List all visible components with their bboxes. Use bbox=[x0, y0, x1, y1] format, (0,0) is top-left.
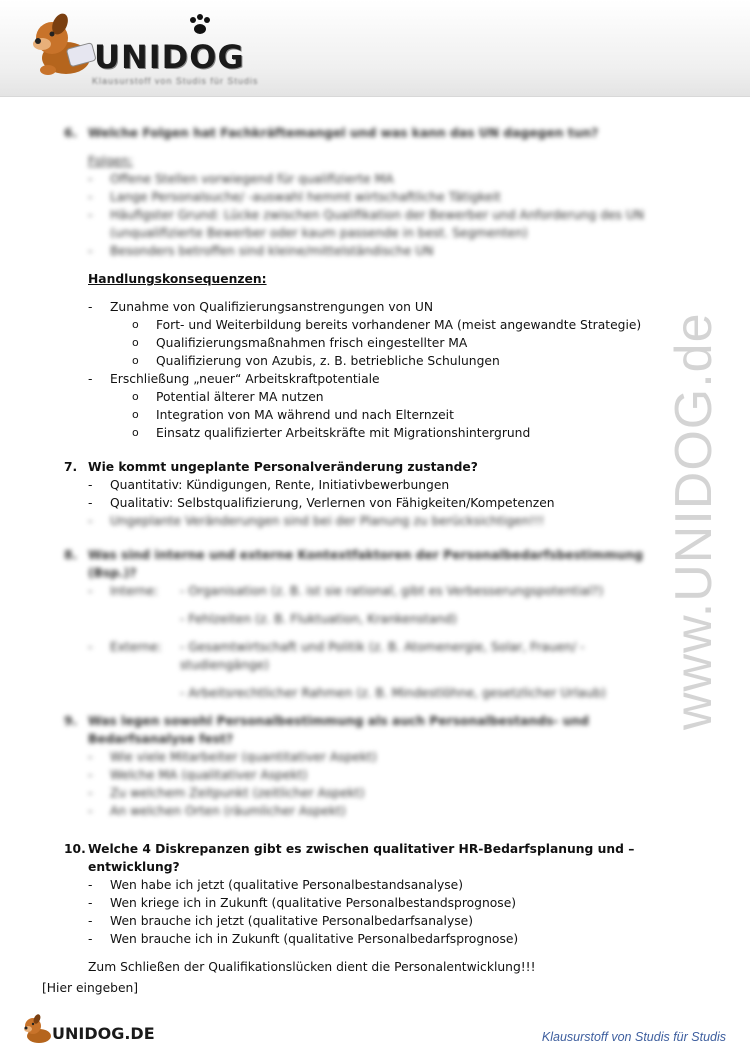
list-item: Wie viele Mitarbeiter (quantitativer Aspekt) bbox=[110, 750, 377, 764]
list-item: Offene Stellen vorwiegend für qualifizierte MA bbox=[110, 172, 394, 186]
list-item: Wen brauche ich jetzt (qualitative Personalbedarfsanalyse) bbox=[110, 914, 474, 928]
question-number: 7. bbox=[64, 460, 78, 474]
question-text: Welche Folgen hat Fachkräftemangel und was kann das UN dagegen tun? bbox=[88, 126, 599, 140]
list-item: Qualifizierungsmaßnahmen frisch eingestellter MA bbox=[156, 336, 468, 350]
list-item: Einsatz qualifizierter Arbeitskräfte mit Migrationshintergrund bbox=[156, 426, 531, 440]
list-item: - Fehlzeiten (z. B. Fluktuation, Krankenstand) bbox=[180, 612, 457, 626]
list-item: Wen habe ich jetzt (qualitative Personalbestandsanalyse) bbox=[110, 878, 464, 892]
footer-tagline: Klausurstoff von Studis für Studis bbox=[541, 1030, 726, 1044]
question-number: 9. bbox=[64, 714, 78, 728]
list-item: Lange Personalsuche/ -auswahl hemmt wirtschaftliche Tätigkeit bbox=[110, 190, 501, 204]
list-item: Zunahme von Qualifizierungsanstrengungen von UN bbox=[110, 300, 434, 314]
list-item: An welchen Orten (räumlicher Aspekt) bbox=[110, 804, 346, 818]
context-label: Externe: bbox=[110, 640, 162, 654]
question-9 bbox=[64, 712, 664, 748]
list-item: Quantitativ: Kündigungen, Rente, Initiativbewerbungen bbox=[110, 478, 450, 492]
question-10 bbox=[64, 840, 664, 876]
document-body: 6. Welche Folgen hat Fachkräftemangel und was kann das UN dagegen tun? Folgen: - Offene Stellen vorwiegend für qualifizierte MA - Lange Personalsuche/ -auswahl hemmt wirtschaftliche Tätigkeit - Häufigster Grund: Lücke zwischen Qualifikation der Bewerber und Anforderung des UN (unqualifizierte Bewerber oder kaum passende in best. Segmenten) - Besonders betroffen sind kleine/mittelständische UN Handlungskonsequenzen: - Zunahme von Qualifizierungsanstrengungen von UN o Fort- und Weiterbildung bereits vorhandener MA (meist angewandte Strategie) o Qualifizierungsmaßnahmen frisch eingestellter MA o Qualifizierung von Azubis, z. B. betriebliche Schulungen - Erschließung „neuer“ Arbeitskraftpotentiale o Potential älterer MA nutzen o Integration von MA während und nach Elternzeit o Einsatz qualifizierter Arbeitskräfte mit Migrationshintergrund 7. Wie kommt ungeplante Personalveränderung zustande? - Quantitativ: Kündigungen, Rente, Initiativbewerbungen - Qualitativ: Selbstqualifizierung, Verlernen von Fähigkeiten/Kompetenzen - Ungeplante Veränderungen sind bei der Planung zu berücksichtigen!!! 8. Was sind interne und externe Kontextfaktoren der Personalbedarfsbestimmung (Bsp.)? - Interne: - Organisation (z. B. ist sie rational, gibt es Verbesserungspotential?) - Fehlzeiten (z. B. Fluktuation, Krankenstand) - Externe: - Gesamtwirtschaft und Politik (z. B. Atomenergie, Solar, Frauen/ -studiengänge) - Arbeitsrechtlicher Rahmen (z. B. Mindestlöhne, gesetzlicher Urlaub) 9. Was legen sowohl Personalbestimmung als auch Personalbestands- und Bedarfsanalyse fest? - Wie viele Mitarbeiter (quantitativer Aspekt) - Welche MA (qualitativer Aspekt) - Zu welchem Zeitpunkt (zeitlicher Aspekt) - An welchen Orten (räumlicher Aspekt) 10. Welche 4 Diskrepanzen gibt es zwischen qualitativer HR-Bedarfsplanung und –entwicklung? - Wen habe ich jetzt (qualitative Personalbestandsanalyse) - Wen kriege ich in Zukunft (qualitative Personalbestandsprognose) - Wen brauche ich jetzt (qualitative Personalbedarfsanalyse) - Wen brauche ich in Zukunft (qualitative Personalbedarfsprognose) Zum Schließen der Qualifikationslücken dient die Personalentwicklung!!! bbox=[64, 120, 664, 976]
question-text: Wie kommt ungeplante Personalveränderung zustande? bbox=[88, 460, 478, 474]
list-item: - Arbeitsrechtlicher Rahmen (z. B. Mindestlöhne, gesetzlicher Urlaub) bbox=[180, 686, 606, 700]
question-text: Welche 4 Diskrepanzen gibt es zwischen qualitativer HR-Bedarfsplanung und –entwicklung? bbox=[88, 842, 635, 874]
handlung-heading: Handlungskonsequenzen: bbox=[88, 272, 267, 286]
list-item: Erschließung „neuer“ Arbeitskraftpotentiale bbox=[110, 372, 380, 386]
logo-tagline: Klausurstoff von Studis für Studis bbox=[92, 76, 259, 86]
list-item: Qualifizierung von Azubis, z. B. betriebliche Schulungen bbox=[156, 354, 500, 368]
question-7 bbox=[64, 458, 664, 476]
list-item: Integration von MA während und nach Elternzeit bbox=[156, 408, 454, 422]
dog-mascot-icon bbox=[30, 8, 100, 80]
question-8 bbox=[64, 546, 664, 582]
folgen-heading: Folgen: bbox=[88, 154, 133, 168]
logo-text: UNIDOG bbox=[94, 38, 245, 76]
question-text: Was sind interne und externe Kontextfaktoren der Personalbedarfsbestimmung (Bsp.)? bbox=[88, 548, 644, 580]
list-item: Potential älterer MA nutzen bbox=[156, 390, 324, 404]
list-item: Besonders betroffen sind kleine/mittelständische UN bbox=[110, 244, 434, 258]
watermark: www.UNIDOG.de bbox=[665, 312, 723, 730]
question-number: 8. bbox=[64, 548, 78, 562]
list-item: Fort- und Weiterbildung bereits vorhandener MA (meist angewandte Strategie) bbox=[156, 318, 642, 332]
question-6 bbox=[64, 124, 664, 142]
placeholder-text[interactable]: [Hier eingeben] bbox=[42, 981, 139, 995]
list-item: (unqualifizierte Bewerber oder kaum passende in best. Segmenten) bbox=[110, 226, 528, 240]
context-label: Interne: bbox=[110, 584, 159, 598]
list-item: Wen kriege ich in Zukunft (qualitative Personalbestandsprognose) bbox=[110, 896, 517, 910]
question-6-blurred: 6. Welche Folgen hat Fachkräftemangel und was kann das UN dagegen tun? Folgen: - Offene Stellen vorwiegend für qualifizierte MA - Lange Personalsuche/ -auswahl hemmt wirtschaftliche Tätigkeit - Häufigster Grund: Lücke zwischen Qualifikation der Bewerber und Anforderung des UN (unqualifizierte Bewerber oder kaum passende in best. Segmenten) - Besonders betroffen sind kleine/mittelständische UN bbox=[64, 124, 664, 260]
list-item: Häufigster Grund: Lücke zwischen Qualifikation der Bewerber und Anforderung des UN bbox=[110, 208, 645, 222]
list-item: Wen brauche ich in Zukunft (qualitative Personalbedarfsprognose) bbox=[110, 932, 519, 946]
list-item: Ungeplante Veränderungen sind bei der Planung zu berücksichtigen!!! bbox=[110, 514, 545, 528]
page-header bbox=[0, 0, 750, 97]
footer-logo-text: UNIDOG.DE bbox=[52, 1024, 155, 1043]
dog-mascot-icon bbox=[22, 1013, 54, 1045]
question-number: 6. bbox=[64, 126, 78, 140]
question-number: 10. bbox=[64, 842, 86, 856]
list-item: Qualitativ: Selbstqualifizierung, Verlernen von Fähigkeiten/Kompetenzen bbox=[110, 496, 555, 510]
list-item: - Organisation (z. B. ist sie rational, gibt es Verbesserungspotential?) bbox=[180, 584, 604, 598]
list-item: Welche MA (qualitativer Aspekt) bbox=[110, 768, 308, 782]
paw-icon bbox=[188, 14, 212, 36]
question-text: Was legen sowohl Personalbestimmung als auch Personalbestands- und Bedarfsanalyse fest? bbox=[88, 714, 589, 746]
question-8-blurred: 8. Was sind interne und externe Kontextfaktoren der Personalbedarfsbestimmung (Bsp.)? - Interne: - Organisation (z. B. ist sie rational, gibt es Verbesserungspotential?) - Fehlzeiten (z. B. Fluktuation, Krankenstand) - Externe: - Gesamtwirtschaft und Politik (z. B. Atomenergie, Solar, Frauen/ -studiengänge) - Arbeitsrechtlicher Rahmen (z. B. Mindestlöhne, gesetzlicher Urlaub) 9. Was legen sowohl Personalbestimmung als auch Personalbestands- und Bedarfsanalyse fest? - Wie viele Mitarbeiter (quantitativer Aspekt) - Welche MA (qualitativer Aspekt) - Zu welchem Zeitpunkt (zeitlicher Aspekt) - An welchen Orten (räumlicher Aspekt) bbox=[64, 546, 664, 820]
summary-text: Zum Schließen der Qualifikationslücken dient die Personalentwicklung!!! bbox=[88, 960, 536, 974]
list-item: - Gesamtwirtschaft und Politik (z. B. Atomenergie, Solar, Frauen/ -studiengänge) bbox=[180, 640, 585, 672]
list-item: Zu welchem Zeitpunkt (zeitlicher Aspekt) bbox=[110, 786, 365, 800]
